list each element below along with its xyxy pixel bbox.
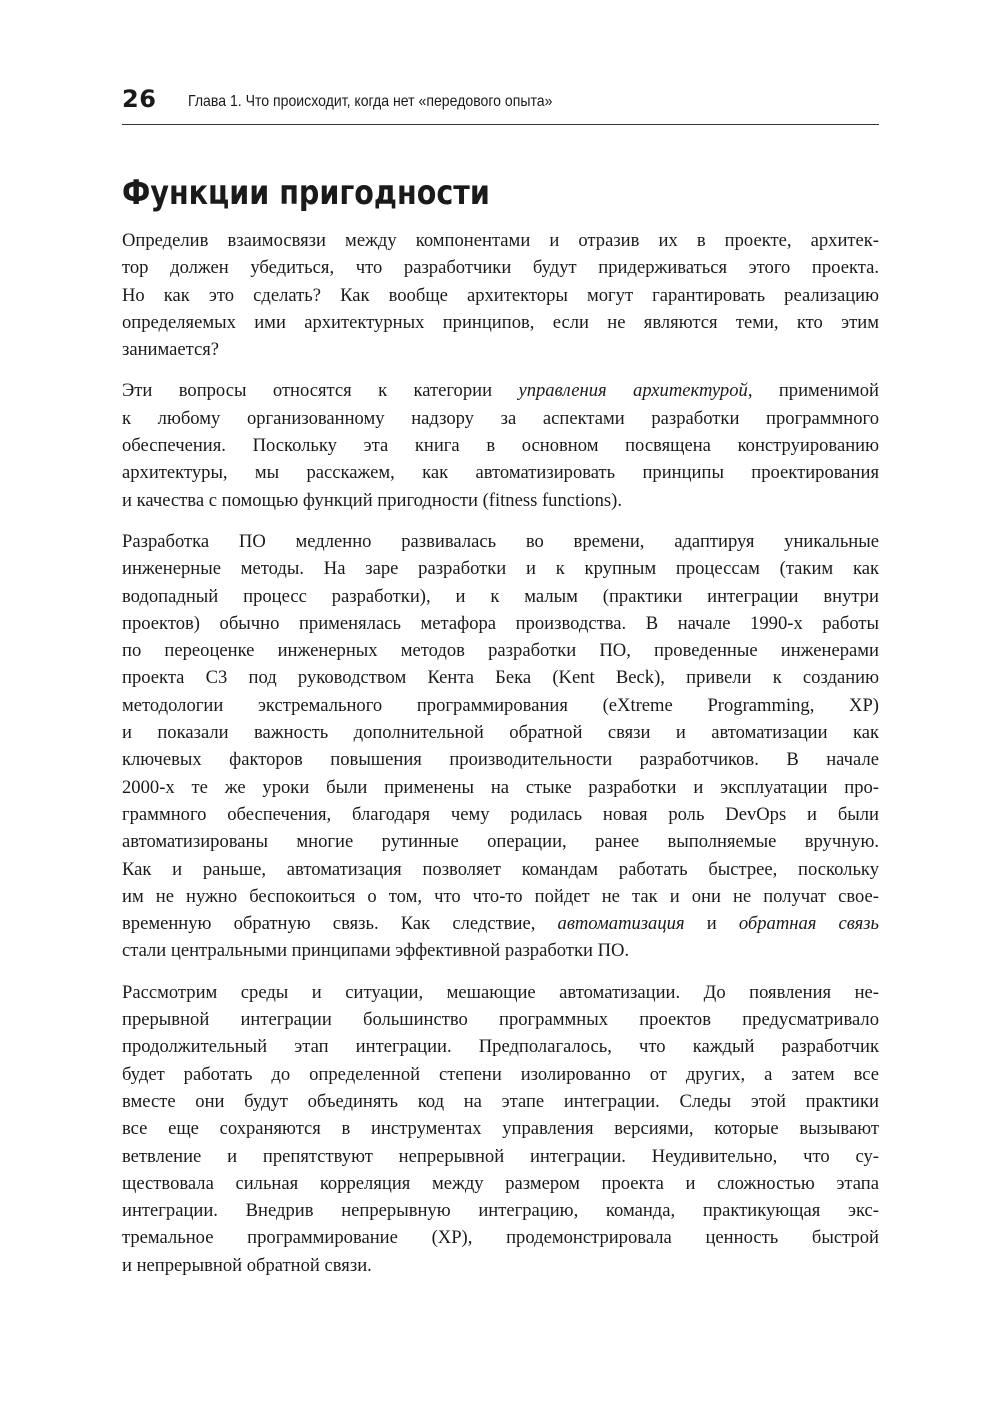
chapter-title: Глава 1. Что происходит, когда нет «передового опыта» xyxy=(188,93,553,110)
text-line: стали центральными принципами эффективной разработки ПО. xyxy=(122,940,630,962)
section-heading: Функции пригодности xyxy=(122,173,490,213)
text-line: Как и раньше, автоматизация позволяет командам работать быстрее, поскольку xyxy=(122,858,879,880)
text-line: ветвление и препятствуют непрерывной интеграции. Неудивительно, что су- xyxy=(122,1145,879,1167)
text-line: им не нужно беспокоиться о том, что что-то пойдет не так и они не получат свое- xyxy=(122,885,879,907)
text-line: и показали важность дополнительной обратной связи и автоматизации как xyxy=(122,722,879,744)
text-line: Рассмотрим среды и ситуации, мешающие автоматизации. До появления не- xyxy=(122,981,879,1003)
text-line: тор должен убедиться, что разработчики будут придерживаться этого проекта. xyxy=(122,257,879,279)
text-line: Определив взаимосвязи между компонентами и отразив их в проекте, архитек- xyxy=(122,230,879,251)
text-line: ключевых факторов повышения производительности разработчиков. В начале xyxy=(122,749,879,771)
text-line: обеспечения. Поскольку эта книга в основном посвящена конструированию xyxy=(122,435,879,457)
emphasis-term: обратная связь xyxy=(738,913,879,935)
text-line: по переоценке инженерных методов разработки ПО, проведенные инженерами xyxy=(122,640,879,662)
text-line: и непрерывной обратной связи. xyxy=(122,1254,372,1276)
book-page xyxy=(122,80,879,1293)
text-line: ществовала сильная корреляция между размером проекта и сложностью этапа xyxy=(122,1172,879,1194)
text-line: методологии экстремального программирования (eXtreme Programming, XP) xyxy=(122,694,879,716)
body-text xyxy=(122,227,879,1279)
text-line: тремальное программирование (XP), продемонстрировала ценность быстрой xyxy=(122,1227,879,1249)
text-line: проектов) обычно применялась метафора производства. В начале 1990-х работы xyxy=(122,612,879,634)
text-line: к любому организованному надзору за аспектами разработки программного xyxy=(122,407,879,429)
text-line: граммного обеспечения, благодаря чему родилась новая роль DevOps и были xyxy=(122,803,879,825)
text-line: водопадный процесс разработки), и к малым (практики интеграции внутри xyxy=(122,585,879,607)
text-run: и xyxy=(684,913,739,935)
text-run: временную обратную связь. Как следствие, xyxy=(122,913,558,935)
emphasis-term: управления архитектурой xyxy=(518,380,748,402)
page-number: 26 xyxy=(122,85,157,113)
text-line: будет работать до определенной степени изолированно от других, а затем все xyxy=(122,1063,879,1085)
text-line: Разработка ПО медленно развивалась во времени, адаптируя уникальные xyxy=(122,530,879,552)
text-line: архитектуры, мы расскажем, как автоматизировать принципы проектирования xyxy=(122,462,879,484)
text-line: инженерные методы. На заре разработки и к крупным процессам (таким как xyxy=(122,558,879,580)
paragraph-1 xyxy=(122,227,879,363)
paragraph-4 xyxy=(122,979,879,1279)
text-line: автоматизированы многие рутинные операции, ранее выполняемые вручную. xyxy=(122,831,879,853)
text-line: все еще сохраняются в инструментах управления версиями, которые вызывают xyxy=(122,1118,879,1140)
paragraph-2 xyxy=(122,377,879,513)
paragraph-3 xyxy=(122,528,879,965)
text-run: Эти вопросы относятся к категории xyxy=(122,380,519,402)
text-line xyxy=(122,910,879,937)
text-run: , применимой xyxy=(747,380,879,402)
text-line: определяемых ими архитектурных принципов, если не являются теми, кто этим xyxy=(122,311,879,333)
text-line: продолжительный этап интеграции. Предполагалось, что каждый разработчик xyxy=(122,1036,879,1058)
text-line: и качества с помощью функций пригодности (fitness functions). xyxy=(122,489,622,511)
text-line: Но как это сделать? Как вообще архитекторы могут гарантировать реализацию xyxy=(122,284,879,306)
text-line: интеграции. Внедрив непрерывную интеграцию, команда, практикующая экс- xyxy=(122,1200,879,1222)
text-line: 2000-х те же уроки были применены на стыке разработки и эксплуатации про- xyxy=(122,776,879,798)
text-line: вместе они будут объединять код на этапе интеграции. Следы этой практики xyxy=(122,1090,879,1112)
text-line: прерывной интеграции большинство программных проектов предусматривало xyxy=(122,1009,879,1031)
text-line xyxy=(122,377,879,404)
text-line: проекта C3 под руководством Кента Бека (Kent Beck), привели к созданию xyxy=(122,667,879,689)
text-line: занимается? xyxy=(122,339,220,361)
running-header xyxy=(122,80,879,125)
emphasis-term: автоматизация xyxy=(557,913,685,935)
